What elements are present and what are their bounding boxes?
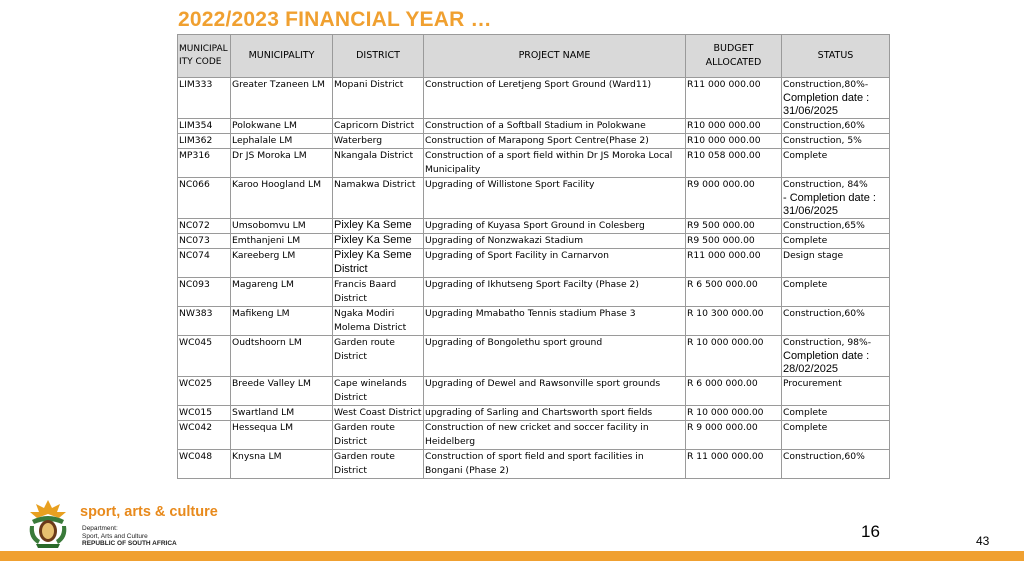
cell-municipality-code-text: NC074 [179, 250, 210, 261]
cell-project-name-text: Construction of new cricket and soccer facility in Heidelberg [425, 422, 649, 447]
cell-municipality-code [178, 219, 231, 234]
cell-project-name-text: Construction of Marapong Sport Centre(Phase 2) [425, 135, 649, 146]
cell-status [782, 178, 890, 219]
cell-budget [686, 336, 782, 377]
table-row [178, 78, 890, 119]
cell-project-name-text: Upgrading of Bongolethu sport ground [425, 337, 603, 348]
table-row [178, 278, 890, 307]
header-project-name: PROJECT NAME [424, 35, 686, 78]
table-row [178, 178, 890, 219]
cell-district [333, 234, 424, 249]
cell-project-name [424, 406, 686, 421]
cell-municipality-code-text: NW383 [179, 308, 213, 319]
cell-budget [686, 78, 782, 119]
cell-budget [686, 450, 782, 479]
cell-municipality-text: Lephalale LM [232, 135, 293, 146]
cell-status [782, 278, 890, 307]
cell-municipality-code [178, 119, 231, 134]
cell-project-name [424, 377, 686, 406]
cell-budget-text: R 9 000 000.00 [687, 422, 758, 433]
cell-status-text: Construction,60% [783, 120, 865, 131]
cell-budget-text: R11 000 000.00 [687, 79, 761, 90]
cell-district-text: Nkangala District [334, 150, 414, 161]
cell-project-name-text: Construction of sport field and sport facilities in Bongani (Phase 2) [425, 451, 644, 476]
cell-project-name-text: Upgrading of Nonzwakazi Stadium [425, 235, 584, 246]
cell-municipality [231, 307, 333, 336]
cell-budget-text: R10 058 000.00 [687, 150, 761, 161]
cell-status [782, 134, 890, 149]
table-header-row [178, 35, 890, 78]
cell-budget-text: R 10 000 000.00 [687, 407, 764, 418]
cell-district-text: Ngaka Modiri Molema District [334, 308, 407, 333]
cell-municipality-code-text: NC093 [179, 279, 210, 290]
cell-project-name [424, 149, 686, 178]
cell-district-text: West Coast District [334, 407, 422, 418]
table-row [178, 149, 890, 178]
cell-budget [686, 134, 782, 149]
cell-status [782, 406, 890, 421]
cell-budget [686, 421, 782, 450]
cell-municipality-code-text: LIM354 [179, 120, 213, 131]
table-row [178, 421, 890, 450]
cell-project-name-text: Construction of a Softball Stadium in Polokwane [425, 120, 646, 131]
cell-status-text: Procurement [783, 378, 842, 389]
cell-budget-text: R9 500 000.00 [687, 220, 755, 231]
cell-municipality-text: Mafikeng LM [232, 308, 290, 319]
cell-project-name [424, 278, 686, 307]
cell-municipality-code [178, 307, 231, 336]
cell-municipality-code [178, 149, 231, 178]
cell-budget-text: R 11 000 000.00 [687, 451, 764, 462]
table-row [178, 377, 890, 406]
cell-municipality-text: Magareng LM [232, 279, 294, 290]
cell-project-name [424, 178, 686, 219]
cell-district [333, 336, 424, 377]
cell-project-name [424, 336, 686, 377]
cell-municipality-code [178, 336, 231, 377]
cell-project-name [424, 234, 686, 249]
footer-accent-bar [0, 551, 1024, 561]
cell-district-text: Capricorn District [334, 120, 415, 131]
cell-project-name-text: Upgrading of Sport Facility in Carnarvon [425, 250, 609, 261]
cell-municipality-code [178, 406, 231, 421]
cell-status-text: Construction,65% [783, 220, 865, 231]
status-completion-note: Completion date : 28/02/2025 [783, 350, 870, 375]
cell-municipality-code [178, 234, 231, 249]
status-completion-note: - Completion date : 31/06/2025 [783, 192, 876, 217]
cell-municipality-code [178, 178, 231, 219]
cell-district-text: Garden route District [334, 337, 395, 362]
cell-district [333, 249, 424, 278]
cell-district-text: Pixley Ka Seme [334, 234, 412, 246]
cell-municipality-text: Breede Valley LM [232, 378, 311, 389]
header-district: DISTRICT [333, 35, 424, 78]
header-status: STATUS [782, 35, 890, 78]
cell-municipality-code-text: WC015 [179, 407, 213, 418]
slide-title: 2022/2023 FINANCIAL YEAR … [178, 8, 492, 31]
cell-budget-text: R9 000 000.00 [687, 179, 755, 190]
cell-district-text: Pixley Ka Seme [334, 219, 412, 231]
cell-budget-text: R 6 000 000.00 [687, 378, 758, 389]
cell-project-name [424, 307, 686, 336]
cell-municipality [231, 278, 333, 307]
cell-municipality-text: Dr JS Moroka LM [232, 150, 307, 161]
cell-status [782, 78, 890, 119]
cell-municipality [231, 178, 333, 219]
cell-status [782, 149, 890, 178]
table-row [178, 406, 890, 421]
brand-name: sport, arts & culture [80, 504, 218, 520]
table-row [178, 336, 890, 377]
cell-district [333, 406, 424, 421]
cell-status [782, 307, 890, 336]
cell-district-text: Garden route District [334, 422, 395, 447]
cell-status [782, 421, 890, 450]
cell-municipality-text: Oudtshoorn LM [232, 337, 302, 348]
cell-project-name-text: Upgrading of Willistone Sport Facility [425, 179, 595, 190]
cell-municipality [231, 119, 333, 134]
cell-municipality-text: Knysna LM [232, 451, 282, 462]
cell-budget [686, 406, 782, 421]
cell-budget-text: R 6 500 000.00 [687, 279, 758, 290]
cell-budget-text: R10 000 000.00 [687, 135, 761, 146]
table-row [178, 249, 890, 278]
cell-municipality-code [178, 249, 231, 278]
cell-municipality-code [178, 78, 231, 119]
cell-status [782, 450, 890, 479]
cell-district [333, 421, 424, 450]
cell-municipality-text: Polokwane LM [232, 120, 297, 131]
cell-municipality-text: Kareeberg LM [232, 250, 296, 261]
cell-project-name-text: Upgrading of Ikhutseng Sport Facilty (Phase 2) [425, 279, 639, 290]
coat-of-arms-icon [22, 498, 74, 550]
cell-project-name [424, 421, 686, 450]
cell-municipality-code [178, 421, 231, 450]
cell-district [333, 134, 424, 149]
cell-status [782, 119, 890, 134]
table-row [178, 219, 890, 234]
cell-district [333, 149, 424, 178]
cell-budget [686, 249, 782, 278]
cell-status-text: Construction,60% [783, 308, 865, 319]
cell-municipality-code-text: WC025 [179, 378, 213, 389]
cell-municipality-code-text: NC072 [179, 220, 210, 231]
cell-district [333, 78, 424, 119]
cell-municipality-code-text: LIM333 [179, 79, 213, 90]
cell-district [333, 119, 424, 134]
cell-municipality-code-text: WC045 [179, 337, 213, 348]
cell-budget [686, 278, 782, 307]
cell-project-name [424, 78, 686, 119]
cell-district [333, 307, 424, 336]
cell-project-name [424, 219, 686, 234]
cell-budget [686, 178, 782, 219]
cell-district-text: Francis Baard District [334, 279, 397, 304]
cell-status [782, 234, 890, 249]
cell-project-name [424, 119, 686, 134]
table-row [178, 450, 890, 479]
cell-municipality-text: Umsobomvu LM [232, 220, 306, 231]
cell-project-name-text: Construction of a sport field within Dr JS Moroka Local Municipality [425, 150, 673, 175]
cell-project-name [424, 450, 686, 479]
cell-project-name-text: Upgrading Mmabatho Tennis stadium Phase 3 [425, 308, 636, 319]
cell-municipality-code-text: NC073 [179, 235, 210, 246]
cell-municipality-code-text: WC042 [179, 422, 213, 433]
cell-district [333, 178, 424, 219]
cell-municipality-text: Emthanjeni LM [232, 235, 301, 246]
cell-project-name-text: Construction of Leretjeng Sport Ground (Ward11) [425, 79, 652, 90]
table-row [178, 119, 890, 134]
cell-project-name-text: Upgrading of Dewel and Rawsonville sport grounds [425, 378, 661, 389]
cell-municipality-code-text: WC048 [179, 451, 213, 462]
cell-municipality [231, 377, 333, 406]
status-completion-note: Completion date : 31/06/2025 [783, 92, 870, 117]
cell-municipality-code-text: NC066 [179, 179, 210, 190]
cell-municipality-code [178, 377, 231, 406]
cell-municipality [231, 336, 333, 377]
table-row [178, 234, 890, 249]
cell-municipality-code [178, 450, 231, 479]
dept-line-1: Department: [82, 525, 118, 532]
cell-budget [686, 377, 782, 406]
cell-district-text: Namakwa District [334, 179, 416, 190]
cell-status-text: Construction, 98%- [783, 337, 872, 348]
cell-budget [686, 149, 782, 178]
slide-number: 16 [861, 522, 880, 541]
cell-municipality-text: Greater Tzaneen LM [232, 79, 325, 90]
cell-status-text: Complete [783, 407, 828, 418]
cell-municipality [231, 134, 333, 149]
cell-municipality-code [178, 134, 231, 149]
cell-municipality [231, 249, 333, 278]
cell-municipality-text: Swartland LM [232, 407, 295, 418]
cell-status [782, 249, 890, 278]
cell-budget [686, 119, 782, 134]
cell-status-text: Complete [783, 235, 828, 246]
cell-district [333, 278, 424, 307]
table-row [178, 307, 890, 336]
cell-municipality [231, 234, 333, 249]
cell-municipality-text: Karoo Hoogland LM [232, 179, 322, 190]
page-number: 43 [976, 534, 990, 548]
cell-district-text: Waterberg [334, 135, 383, 146]
cell-district [333, 450, 424, 479]
header-municipality: MUNICIPALITY [231, 35, 333, 78]
cell-status-text: Construction, 84% [783, 179, 868, 190]
cell-status-text: Complete [783, 150, 828, 161]
dept-line-2: Sport, Arts and Culture [82, 532, 148, 540]
cell-district [333, 377, 424, 406]
financial-table [177, 34, 890, 479]
cell-budget [686, 234, 782, 249]
cell-municipality [231, 450, 333, 479]
cell-status-text: Construction, 5% [783, 135, 862, 146]
cell-project-name-text: Upgrading of Kuyasa Sport Ground in Colesberg [425, 220, 645, 231]
department-logo [22, 498, 232, 550]
cell-municipality [231, 78, 333, 119]
cell-district-text: Mopani District [334, 79, 404, 90]
cell-status-text: Complete [783, 422, 828, 433]
cell-budget-text: R 10 300 000.00 [687, 308, 764, 319]
cell-status-text: Construction,80%- [783, 79, 869, 90]
cell-status-text: Design stage [783, 250, 844, 261]
cell-municipality-text: Hessequa LM [232, 422, 294, 433]
cell-budget-text: R9 500 000.00 [687, 235, 755, 246]
cell-municipality [231, 406, 333, 421]
cell-status [782, 336, 890, 377]
dept-line-3: REPUBLIC OF SOUTH AFRICA [82, 540, 177, 547]
cell-municipality-code-text: MP316 [179, 150, 211, 161]
cell-status [782, 219, 890, 234]
department-text [82, 525, 177, 548]
cell-project-name [424, 134, 686, 149]
table-row [178, 134, 890, 149]
cell-status-text: Complete [783, 279, 828, 290]
header-budget-allocated: BUDGET ALLOCATED [686, 35, 782, 78]
cell-municipality [231, 149, 333, 178]
cell-budget [686, 307, 782, 336]
cell-district [333, 219, 424, 234]
cell-status [782, 377, 890, 406]
header-municipality-code: MUNICIPALITY CODE [178, 35, 231, 78]
cell-budget-text: R11 000 000.00 [687, 250, 761, 261]
cell-district-text: Cape winelands District [334, 378, 407, 403]
cell-municipality [231, 421, 333, 450]
cell-status-text: Construction,60% [783, 451, 865, 462]
cell-district-text: Pixley Ka Seme District [334, 249, 412, 275]
cell-budget [686, 219, 782, 234]
cell-municipality [231, 219, 333, 234]
cell-project-name [424, 249, 686, 278]
cell-budget-text: R 10 000 000.00 [687, 337, 764, 348]
cell-municipality-code-text: LIM362 [179, 135, 213, 146]
cell-project-name-text: upgrading of Sarling and Chartsworth sport fields [425, 407, 653, 418]
cell-district-text: Garden route District [334, 451, 395, 476]
cell-budget-text: R10 000 000.00 [687, 120, 761, 131]
cell-municipality-code [178, 278, 231, 307]
